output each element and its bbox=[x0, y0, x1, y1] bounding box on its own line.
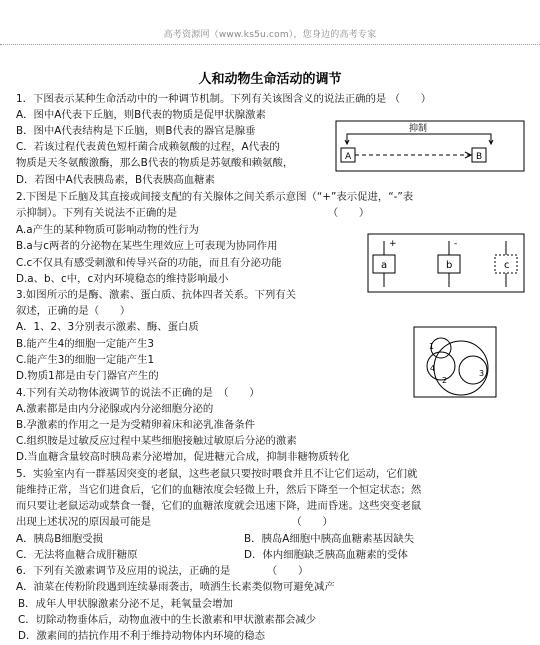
q2-option-c: C.c不仅具有感受刺激和传导兴奋的功能，而且有分泌功能 bbox=[16, 257, 282, 269]
minus-sign: - bbox=[454, 239, 458, 249]
gland-c-label: c bbox=[504, 260, 510, 271]
q3-option-a: A．1、2、3分别表示激素、酶、蛋白质 bbox=[16, 321, 199, 333]
q6-option-d: D．激素间的拮抗作用不利于维持动物体内环境的稳态 bbox=[18, 630, 265, 642]
q3-stem-line2: 叙述，正确的是（ ） bbox=[16, 305, 131, 317]
q6-option-c: C．切除动物垂体后，动物血液中的生长激素和甲状激素都会减少 bbox=[18, 614, 317, 626]
set-2-label: 2 bbox=[442, 376, 448, 385]
q2-stem-line2: 示抑制）。下列有关说法不正确的是 （ ） bbox=[16, 207, 370, 219]
q6-option-b: B．成年人甲状腺激素分泌不足，耗氧量会增加 bbox=[18, 598, 233, 610]
q6-option-a: A．油菜在传粉阶段遇到连续暴雨袭击，喷洒生长素类似物可避免减产 bbox=[16, 581, 335, 593]
q2-gland-diagram bbox=[367, 233, 525, 293]
set-3-label: 3 bbox=[479, 369, 485, 378]
q3-option-c: C.能产生3的细胞一定能产生1 bbox=[16, 354, 155, 366]
q2-stem-line1: 2.下图是下丘脑及其直接或间接支配的有关腺体之间关系示意图（“+”表示促进，“-”表 bbox=[16, 191, 414, 203]
q5-stem-line2: 能维持正常，当它们进食后，它们的血糖浓度会轻微上升，然后下降至一个恒定状态；然 bbox=[16, 484, 422, 496]
inhibit-label: 抑制 bbox=[409, 124, 428, 134]
plus-sign: + bbox=[389, 239, 397, 249]
q4-stem: 4.下列有关动物体液调节的说法不正确的是 （ ） bbox=[16, 387, 260, 399]
q4-option-a: A.激素都是由内分泌腺或内分泌细胞分泌的 bbox=[16, 403, 214, 415]
node-a-label: A bbox=[345, 152, 352, 162]
set-4-label: 4 bbox=[430, 364, 436, 373]
q4-option-b: B.孕激素的作用之一是为受精卵着床和泌乳准备条件 bbox=[16, 419, 256, 431]
q5-stem-line4: 出现上述状况的原因最可能是 （ ） bbox=[16, 516, 333, 528]
q5-option-a: A．胰岛B细胞受损 bbox=[16, 533, 103, 545]
page-header: 高考资源网（www.ks5u.com），您身边的高考专家 bbox=[163, 30, 377, 40]
q1-option-d: D．若图中A代表胰岛素，B代表胰高血糖素 bbox=[16, 174, 215, 186]
q3-stem-line1: 3.如图所示的是酶、激素、蛋白质、抗体四者关系。下列有关 bbox=[16, 289, 297, 301]
q2-option-d: D.a、b、c中，c对内环境稳态的维持影响最小 bbox=[16, 273, 229, 285]
q5-stem-line1: 5．实验室内有一群基因突变的老鼠，这些老鼠只要按时喂食并且不让它们运动，它们就 bbox=[16, 468, 418, 480]
q1-feedback-diagram bbox=[335, 120, 525, 172]
q1-option-c-line1: C．若该过程代表黄色短杆菌合成赖氨酸的过程，A代表的 bbox=[16, 141, 280, 153]
q4-option-d: D.当血糖含量较高时胰岛素分泌增加，促进糖元合成，抑制非糖物质转化 bbox=[16, 451, 350, 463]
q3-option-d: D.物质1都是由专门器官产生的 bbox=[16, 370, 159, 382]
q4-option-c: C.组织胺是过敏反应过程中某些细胞接触过敏原后分泌的激素 bbox=[16, 435, 297, 447]
q5-stem-line3: 而只要让老鼠运动或禁食一餐，它们的血糖浓度就会迅速下降，进而昏迷。这些突变老鼠 bbox=[16, 500, 422, 512]
q3-option-b: B.能产生4的细胞一定能产生3 bbox=[16, 338, 154, 350]
q1-option-a: A．图中A代表下丘脑，则B代表的物质是促甲状腺激素 bbox=[16, 109, 266, 121]
gland-b-label: b bbox=[446, 260, 453, 271]
set-1-label: 1 bbox=[429, 342, 435, 351]
node-b-label: B bbox=[476, 152, 483, 162]
page-title: 人和动物生命活动的调节 bbox=[198, 72, 342, 87]
q1-option-b: B．图中A代表结构是下丘脑，则B代表的器官是腺垂 bbox=[16, 125, 256, 137]
q5-option-c: C．无法将血糖合成肝糖原 bbox=[16, 549, 138, 561]
q5-option-b: B．胰岛A细胞中胰高血糖素基因缺失 bbox=[244, 533, 415, 545]
q6-stem: 6．下列有关激素调节及应用的说法，正确的是 （ ） bbox=[16, 565, 309, 577]
q1-option-c-line2: 物质是天冬氨酸激酶，那么B代表的物质是苏氨酸和赖氨酸， bbox=[16, 157, 294, 169]
header-divider bbox=[0, 44, 540, 45]
q1-stem: 1．下图表示某种生命活动中的一种调节机制。下列有关该图含义的说法正确的是 （ ） bbox=[16, 93, 432, 105]
q5-option-d: D．体内细胞缺乏胰高血糖素的受体 bbox=[244, 549, 408, 561]
q3-venn-diagram bbox=[413, 326, 497, 398]
q2-option-b: B.a与c两者的分泌物在某些生理效应上可表现为协同作用 bbox=[16, 240, 278, 252]
gland-a-label: a bbox=[381, 260, 388, 271]
q2-option-a: A.a产生的某种物质可影响动物的性行为 bbox=[16, 224, 199, 236]
